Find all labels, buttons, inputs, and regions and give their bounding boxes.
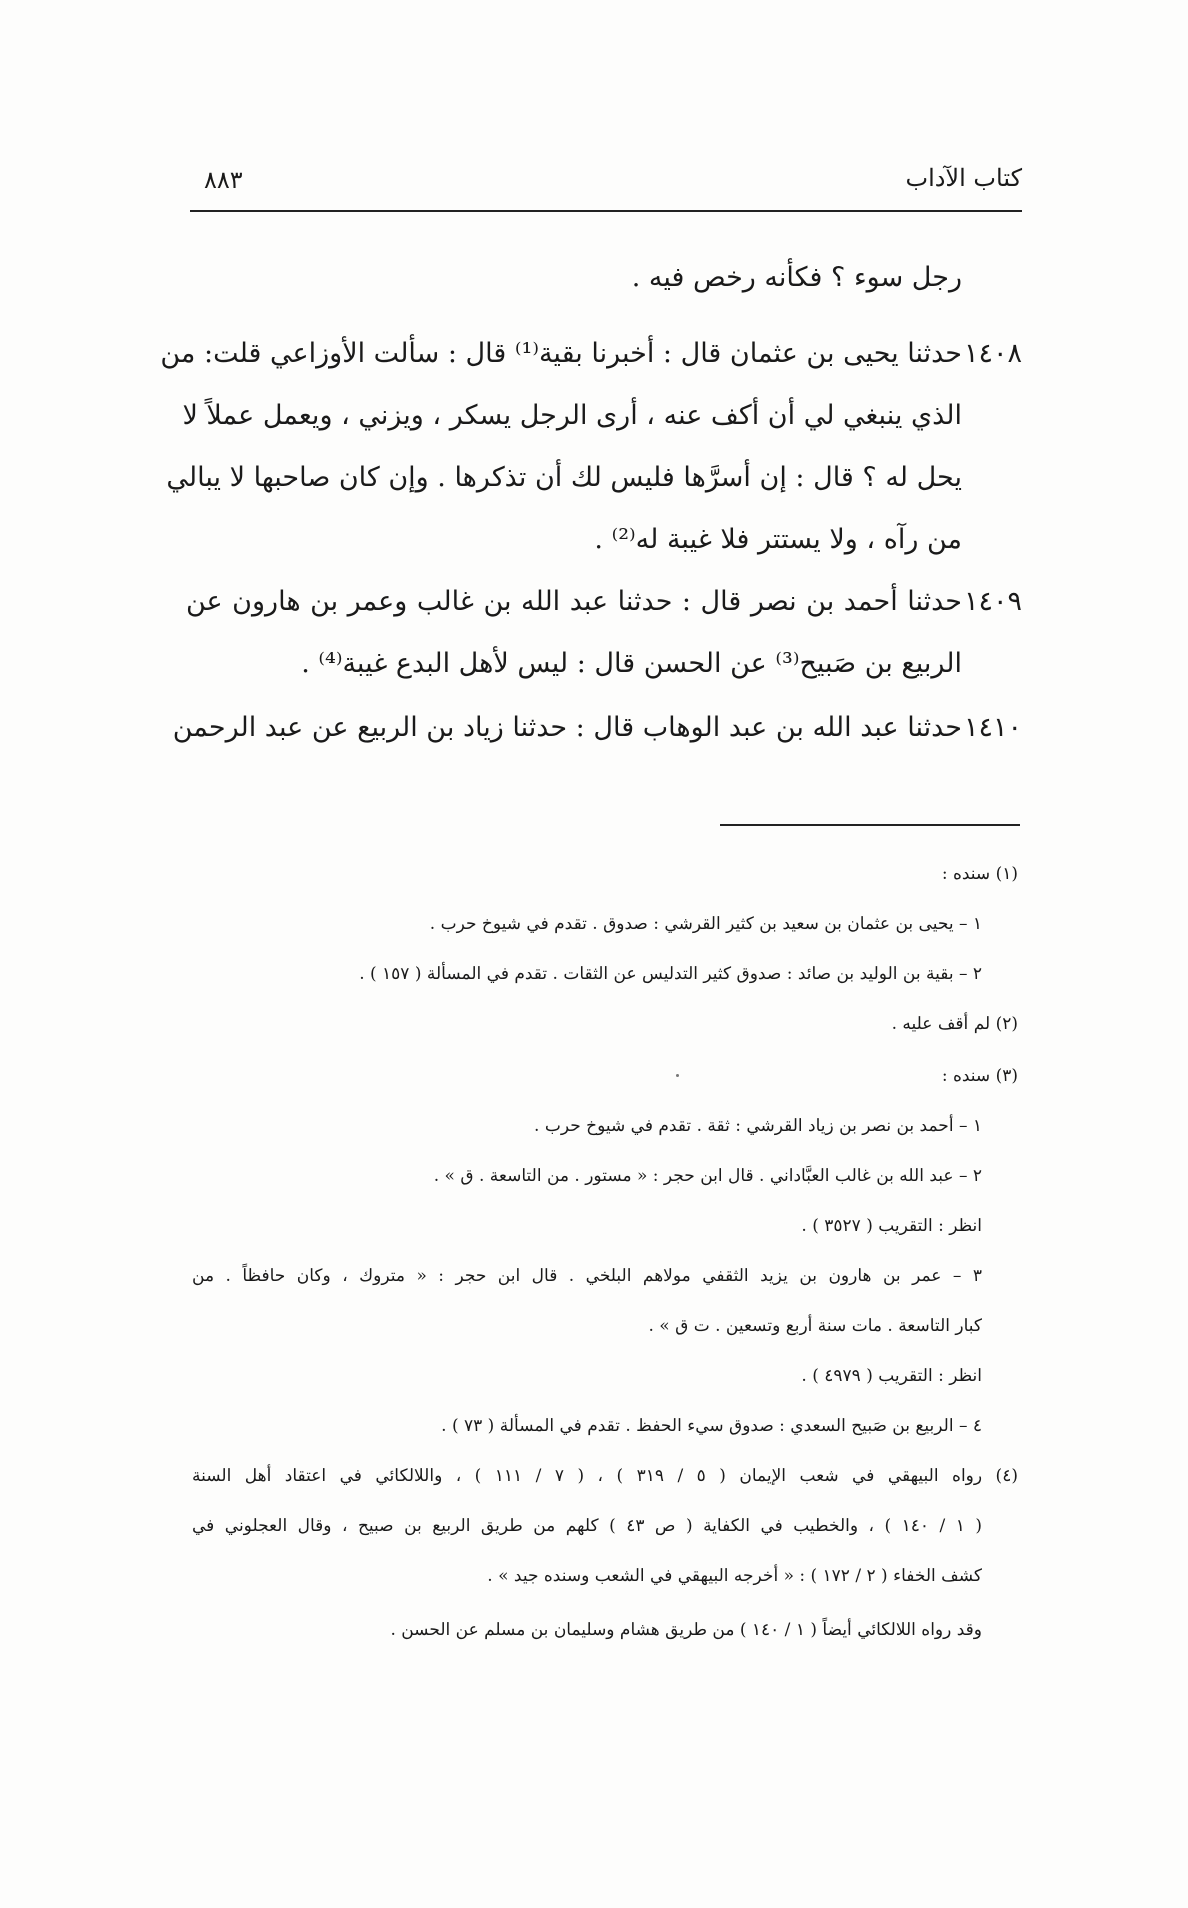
footnote-line: ٢ – بقية بن الوليد بن صائد : صدوق كثير التدليس عن الثقات . تقدم في المسألة ( ١٥٧ ) . [359,964,982,984]
footnote-divider [720,824,1020,826]
footnote-line: كشف الخفاء ( ٢ / ١٧٢ ) : « أخرجه البيهقي في الشعب وسنده جيد » . [487,1566,982,1586]
entry-number: ١٤١٠ [963,712,1022,743]
footnote-line: انظر : التقريب ( ٣٥٢٧ ) . [801,1216,982,1236]
book-title: كتاب الآداب [905,164,1022,192]
footnote-4-heading: (٤) رواه البيهقي في شعب الإيمان ( ٥ / ٣١٩ ) ، ( ٧ / ١١١ ) ، واللالكائي في اعتقاد أهل السنة [192,1466,1018,1486]
page-number: ٨٨٣ [204,166,243,194]
running-header [190,160,1022,200]
footnote-line: وقد رواه اللالكائي أيضاً ( ١ / ١٤٠ ) من طريق هشام وسليمان بن مسلم عن الحسن . [390,1620,982,1640]
footnote-line: ( ١ / ١٤٠ ) ، والخطيب في الكفاية ( ص ٤٣ ) كلهم من طريق الربيع بن صبيح ، وقال العجلوني في [192,1516,982,1536]
entry-number: ١٤٠٩ [963,586,1022,617]
entry-line: حدثنا أحمد بن نصر قال : حدثنا عبد الله بن غالب وعمر بن هارون عن [186,586,962,617]
continuation-text: رجل سوء ؟ فكأنه رخص فيه . [631,262,962,293]
entry-line: الذي ينبغي لي أن أكف عنه ، أرى الرجل يسكر ، ويزني ، ويعمل عملاً لا [182,400,962,431]
footnote-line: ٤ – الربيع بن صَبيح السعدي : صدوق سيء الحفظ . تقدم في المسألة ( ٧٣ ) . [441,1416,982,1436]
scan-speck [676,1074,679,1077]
footnote-line: ١ – أحمد بن نصر بن زياد القرشي : ثقة . تقدم في شيوخ حرب . [534,1116,982,1136]
entry-line: من رآه ، ولا يستتر فلا غيبة له⁽²⁾ . [594,524,962,555]
entry-line: الربيع بن صَبيح⁽³⁾ عن الحسن قال : ليس لأهل البدع غيبة⁽⁴⁾ . [301,648,962,679]
entry-number: ١٤٠٨ [963,338,1022,369]
footnote-line: انظر : التقريب ( ٤٩٧٩ ) . [801,1366,982,1386]
footnote-1-heading: (١) سنده : [941,864,1018,884]
footnote-line: ٣ – عمر بن هارون بن يزيد الثقفي مولاهم البلخي . قال ابن حجر : « متروك ، وكان حافظاً . من [192,1266,982,1286]
header-divider [190,210,1022,212]
footnote-3-heading: (٣) سنده : [941,1066,1018,1086]
footnote-2-heading: (٢) لم أقف عليه . [891,1014,1018,1034]
entry-line: حدثنا عبد الله بن عبد الوهاب قال : حدثنا زياد بن الربيع عن عبد الرحمن [172,712,962,743]
entry-line: حدثنا يحيى بن عثمان قال : أخبرنا بقية⁽¹⁾ قال : سألت الأوزاعي قلت: من [160,338,962,369]
footnote-line: كبار التاسعة . مات سنة أربع وتسعين . ت ق » . [648,1316,982,1336]
footnote-line: ١ – يحيى بن عثمان بن سعيد بن كثير القرشي : صدوق . تقدم في شيوخ حرب . [429,914,982,934]
entry-line: يحل له ؟ قال : إن أسرَّها فليس لك أن تذكرها . وإن كان صاحبها لا يبالي [166,462,962,493]
footnote-line: ٢ – عبد الله بن غالب العبَّاداني . قال ابن حجر : « مستور . من التاسعة . ق » . [433,1166,982,1186]
